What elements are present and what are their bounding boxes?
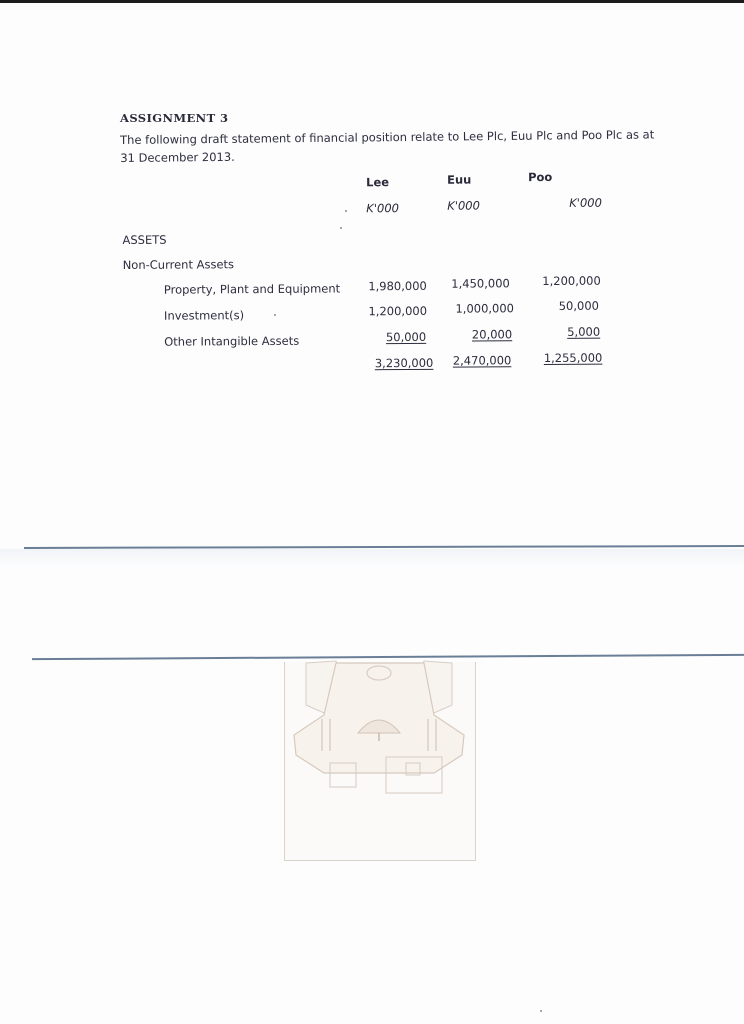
scan-speck: [274, 314, 276, 316]
section-non-current-assets: Non-Current Assets: [122, 257, 235, 272]
row-label-intangibles: Other Intangible Assets: [164, 333, 300, 349]
scan-speck: [345, 210, 347, 212]
column-header-poo: Poo: [528, 169, 553, 185]
cell-ppe-poo: 1,200,000: [542, 273, 601, 289]
total-euu: 2,470,000: [452, 353, 512, 368]
row-label-ppe: Property, Plant and Equipment: [163, 281, 341, 297]
cell-intangibles-poo: 5,000: [567, 324, 601, 339]
cell-investments-lee: 1,200,000: [368, 303, 428, 319]
cell-intangibles-lee: 50,000: [385, 329, 427, 345]
cell-ppe-euu: 1,450,000: [451, 276, 510, 291]
binder-clip-image: [284, 655, 474, 865]
cell-investments-euu: 1,000,000: [455, 301, 515, 316]
column-header-lee: Lee: [366, 175, 390, 190]
cell-investments-poo: 50,000: [558, 298, 600, 313]
assignment-heading: ASSIGNMENT 3: [120, 111, 229, 125]
fold-shadow-upper: [0, 549, 744, 567]
cell-ppe-lee: 1,980,000: [368, 278, 427, 294]
unit-lee: K'000: [366, 201, 399, 216]
scan-speck: [540, 1010, 542, 1012]
cell-intangibles-euu: 20,000: [471, 327, 513, 342]
unit-euu: K'000: [447, 198, 480, 213]
row-label-investments: Investment(s): [163, 308, 245, 323]
section-assets: ASSETS: [122, 232, 167, 247]
column-header-euu: Euu: [447, 172, 472, 187]
scan-speck: [340, 227, 342, 229]
total-lee: 3,230,000: [374, 355, 434, 371]
intro-paragraph: The following draft statement of financial position relate to Lee Plc, Euu Plc and Poo Plc as at 31 December 2013.: [120, 127, 655, 165]
total-poo: 1,255,000: [543, 350, 603, 366]
unit-poo: K'000: [569, 195, 602, 210]
financial-position-table: [0, 0, 744, 421]
